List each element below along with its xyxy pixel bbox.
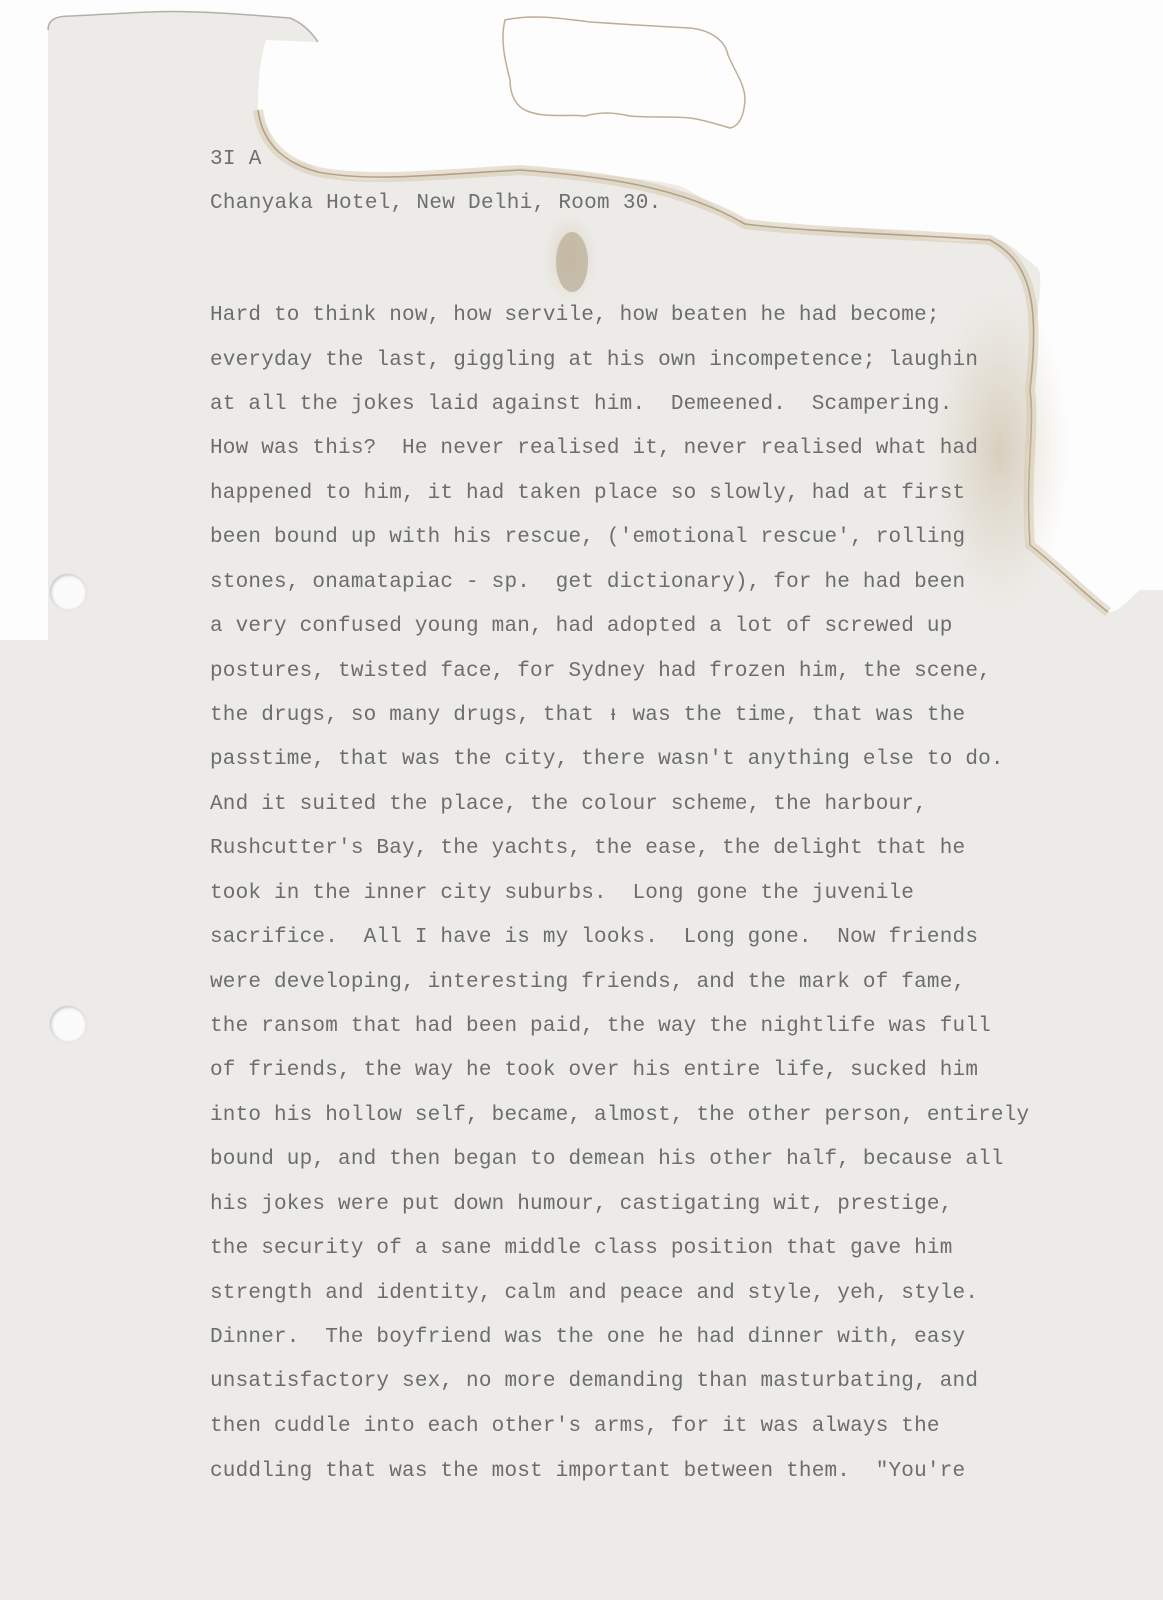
body-line: stones, onamatapiac - sp. get dictionary), for he had been (210, 571, 966, 594)
punch-hole-top (50, 574, 86, 610)
body-line: bound up, and then began to demean his other half, because all (210, 1148, 1004, 1171)
body-line: then cuddle into each other's arms, for it was always the (210, 1415, 940, 1438)
body-line: sacrifice. All I have is my looks. Long gone. Now friends (210, 926, 979, 949)
body-line: the drugs, so many drugs, that ᵻ was the time, that was the (210, 704, 966, 727)
body-line: unsatisfactory sex, no more demanding than masturbating, and (210, 1370, 979, 1393)
body-line: strength and identity, calm and peace and style, yeh, style. (210, 1282, 979, 1305)
body-line: a very confused young man, had adopted a lot of screwed up (210, 615, 953, 638)
body-line: And it suited the place, the colour scheme, the harbour, (210, 793, 927, 816)
body-line: postures, twisted face, for Sydney had frozen him, the scene, (210, 660, 991, 683)
body-line: into his hollow self, became, almost, the other person, entirely (210, 1104, 1030, 1127)
body-line: took in the inner city suburbs. Long gone the juvenile (210, 882, 915, 905)
body-line: at all the jokes laid against him. Demeened. Scampering. (210, 393, 953, 416)
date-fragment: 3I A (210, 148, 262, 171)
body-line: happened to him, it had taken place so slowly, had at first (210, 482, 966, 505)
hotel-location: Chanyaka Hotel, New Delhi, Room 30. (210, 192, 662, 215)
body-line: everyday the last, giggling at his own incompetence; laughin (210, 349, 979, 372)
body-line: passtime, that was the city, there wasn't anything else to do. (210, 748, 1004, 771)
body-line: were developing, interesting friends, and the mark of fame, (210, 971, 966, 994)
body-line: cuddling that was the most important between them. "You're (210, 1460, 966, 1483)
punch-hole-bottom (50, 1006, 86, 1042)
body-line: the ransom that had been paid, the way the nightlife was full (210, 1015, 991, 1038)
body-line: been bound up with his rescue, ('emotional rescue', rolling (210, 526, 966, 549)
body-line: his jokes were put down humour, castigating wit, prestige, (210, 1193, 953, 1216)
body-line: Dinner. The boyfriend was the one he had dinner with, easy (210, 1326, 966, 1349)
body-line: How was this? He never realised it, never realised what had (210, 437, 979, 460)
body-line: Hard to think now, how servile, how beaten he had become; (210, 304, 940, 327)
body-line: of friends, the way he took over his entire life, sucked him (210, 1059, 979, 1082)
body-line: Rushcutter's Bay, the yachts, the ease, the delight that he (210, 837, 966, 860)
body-line: the security of a sane middle class position that gave him (210, 1237, 953, 1260)
